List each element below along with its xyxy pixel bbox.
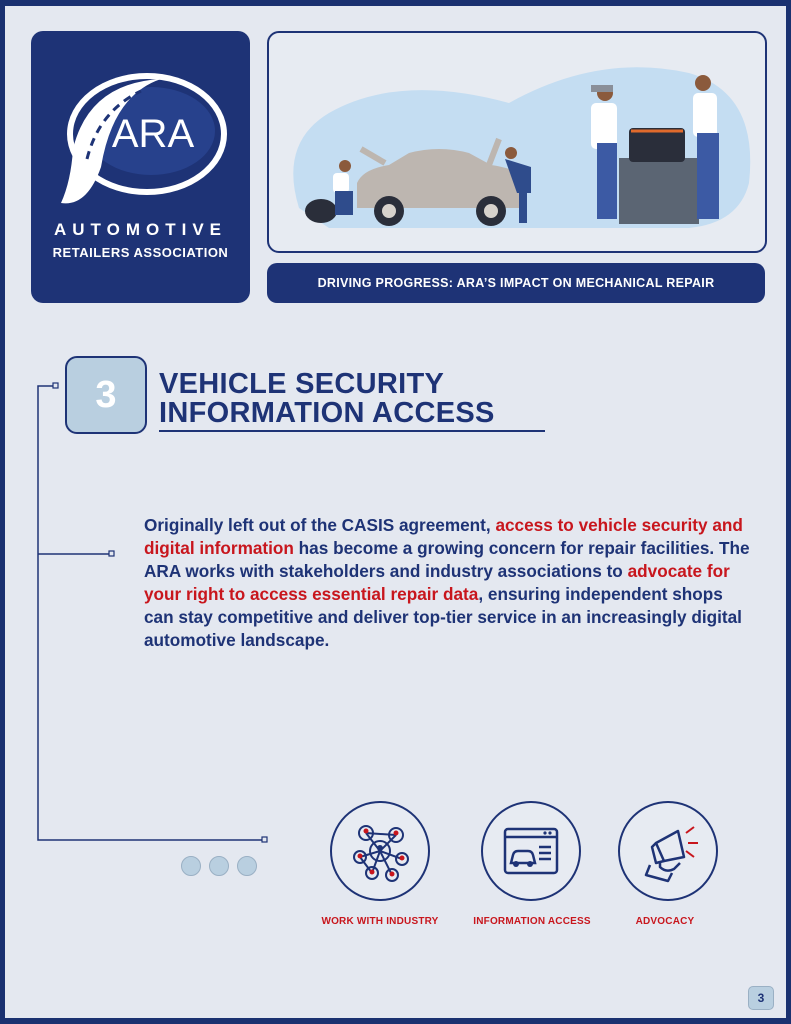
logo-wordmark-line1: AUTOMOTIVE xyxy=(53,220,228,239)
dot-2 xyxy=(209,856,229,876)
heading-line2: INFORMATION ACCESS xyxy=(159,397,495,429)
body-text-part3: , ensuring independent shops can stay competitive and deliver top-tier service in an increasingly digital automotive landscape. xyxy=(144,584,742,650)
dot-3 xyxy=(237,856,257,876)
svg-text:ARA: ARA xyxy=(111,112,195,156)
page-number-badge: 3 xyxy=(748,986,774,1010)
page xyxy=(5,6,786,1018)
section-banner: DRIVING PROGRESS: ARA’S IMPACT ON MECHANICAL REPAIR xyxy=(267,263,765,303)
megaphone-icon xyxy=(618,801,718,901)
section-number-badge: 3 xyxy=(65,356,147,434)
heading-line1: VEHICLE SECURITY xyxy=(159,368,445,400)
dot-1 xyxy=(181,856,201,876)
network-people-icon xyxy=(330,801,430,901)
body-paragraph xyxy=(144,514,754,652)
icon-label-advocacy: ADVOCACY xyxy=(635,916,695,927)
section-heading xyxy=(159,370,495,428)
icon-label-work-with-industry: WORK WITH INDUSTRY xyxy=(321,916,439,927)
car-document-icon xyxy=(481,801,581,901)
icon-label-information-access: INFORMATION ACCESS xyxy=(473,916,591,927)
highlight-advocate: advocate for your right to access essential repair data xyxy=(144,561,730,604)
pagination-dots xyxy=(181,856,257,876)
highlight-access: access to vehicle security and digital information xyxy=(144,515,743,558)
body-text-part1: Originally left out of the CASIS agreement, xyxy=(144,515,496,535)
logo-wordmark-line2: RETAILERS ASSOCIATION xyxy=(52,245,229,260)
heading-underline xyxy=(159,430,545,432)
body-text-part2: has become a growing concern for repair facilities. The ARA works with stakeholders and industry associations to xyxy=(144,538,750,581)
